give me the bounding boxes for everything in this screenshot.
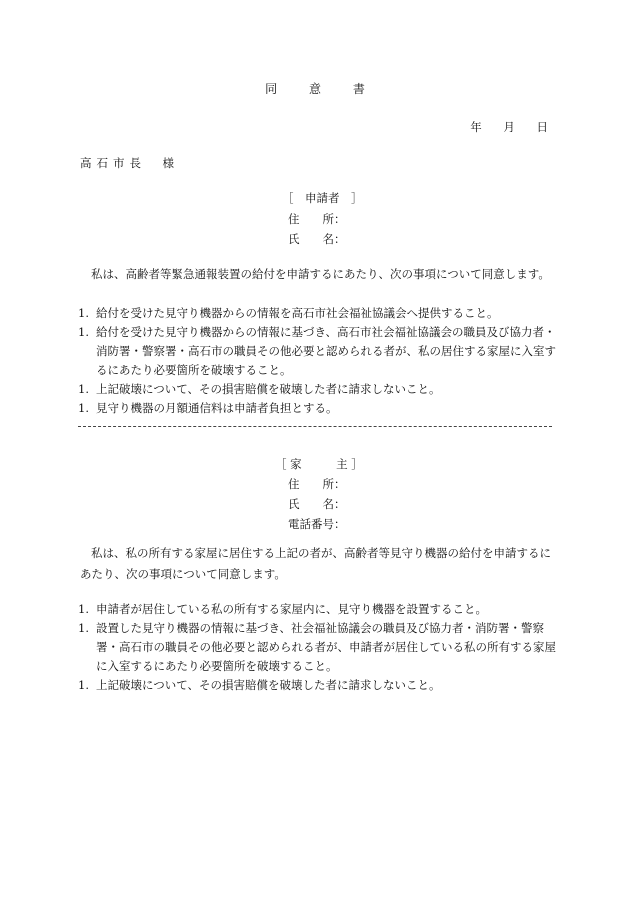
addressee: 高石市長 様 [80,156,179,170]
item-text: 上記破壊について、その損害賠償を破壊した者に請求しないこと。 [96,678,441,692]
owner-address-field: 住 所： [288,477,346,491]
item-number: 1. [78,382,89,396]
title-char: 書 [352,82,365,96]
list-item [78,304,556,323]
owner-intro: 私は、私の所有する家屋に居住する上記の者が、高齢者等見守り機器の給付を申請するにあたり、次の事項について同意します。 [80,546,551,581]
item-number: 1. [78,306,89,320]
applicant-intro: 私は、高齢者等緊急通報装置の給付を申請するにあたり、次の事項について同意します。 [91,267,550,281]
date-year: 年 [470,120,482,134]
title-char: 同 [265,82,278,96]
owner-label: ［ 家 主 ］ [275,457,363,471]
list-item [78,619,556,676]
item-text: 給付を受けた見守り機器からの情報を高石市社会福祉協議会へ提供すること。 [96,306,499,320]
list-item [78,323,556,380]
list-item [78,600,556,619]
applicant-address-field: 住 所： [288,212,346,226]
item-number: 1. [78,621,89,635]
item-text: 設置した見守り機器の情報に基づき、社会福祉協議会の職員及び協力者・消防署・警察署・高石市の職員その他必要と認められる者が、申請者が居住している私の所有する家屋に入室するにあたり必要箇所を破壊すること。 [96,621,556,673]
title-char: 意 [308,82,321,96]
document-title [0,80,630,97]
date-month: 月 [503,120,515,134]
owner-items [78,600,556,695]
item-number: 1. [78,325,89,339]
section-divider [78,426,552,427]
item-text: 給付を受けた見守り機器からの情報に基づき、高石市社会福祉協議会の職員及び協力者・消防署・警察署・高石市の職員その他必要と認められる者が、私の居住する家屋に入室するにあたり必要箇所を破壊すること。 [96,325,556,377]
item-number: 1. [78,678,89,692]
item-text: 上記破壊について、その損害賠償を破壊した者に請求しないこと。 [96,382,441,396]
applicant-items [78,304,556,418]
list-item [78,676,556,695]
item-text: 見守り機器の月額通信料は申請者負担とする。 [96,401,338,415]
owner-name-field: 氏 名： [288,497,346,511]
item-text: 申請者が居住している私の所有する家屋内に、見守り機器を設置すること。 [96,602,487,616]
date-day: 日 [536,120,548,134]
date-line [452,119,548,135]
applicant-label: ［ 申請者 ］ [282,191,363,205]
applicant-name-field: 氏 名： [288,232,346,246]
owner-phone-field: 電話番号： [288,517,346,531]
item-number: 1. [78,401,89,415]
list-item [78,399,556,418]
item-number: 1. [78,602,89,616]
list-item [78,380,556,399]
